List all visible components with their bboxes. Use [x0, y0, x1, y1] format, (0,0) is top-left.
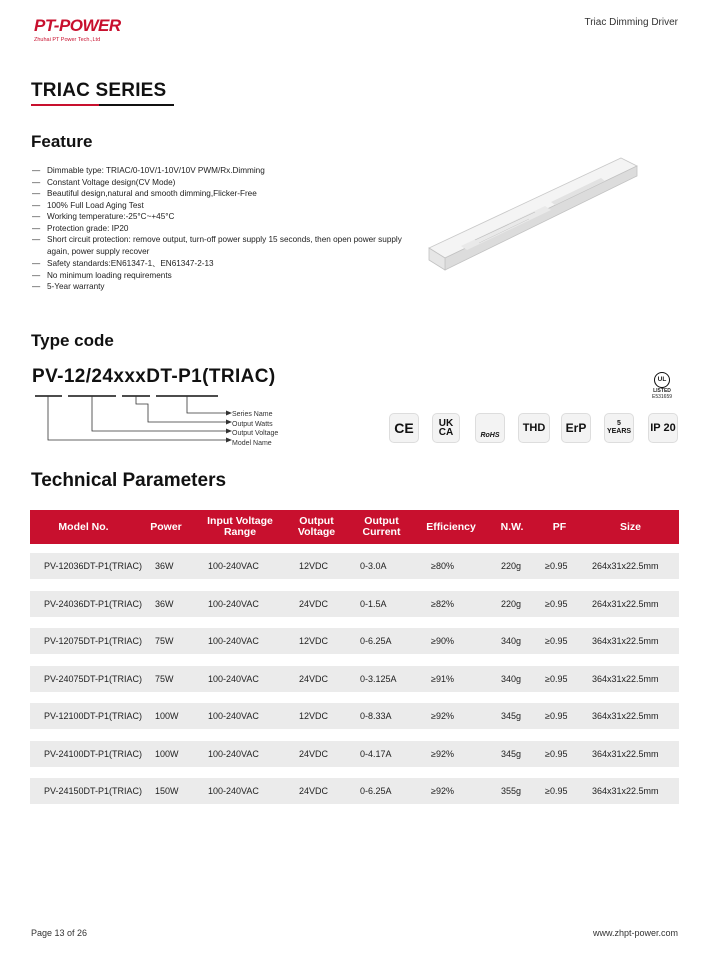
- feature-item: [32, 188, 402, 200]
- label-model-name: Model Name: [232, 439, 272, 447]
- table-cell: 264x31x22.5mm: [592, 561, 659, 571]
- table-cell: 364x31x22.5mm: [592, 636, 659, 646]
- table-cell: 12VDC: [299, 636, 329, 646]
- type-code-diagram: [30, 393, 235, 448]
- type-code-model: PV-12/24xxxDT-P1(TRIAC): [32, 366, 276, 387]
- bullet-dash: —: [32, 235, 41, 244]
- table-cell: 0-8.33A: [360, 711, 392, 721]
- table-cell: PV-12036DT-P1(TRIAC): [44, 561, 143, 571]
- table-cell: 100-240VAC: [208, 599, 259, 609]
- column-header: Model No.: [58, 520, 109, 533]
- table-cell: ≥90%: [431, 636, 454, 646]
- table-cell: 345g: [501, 711, 522, 721]
- bullet-dash: —: [32, 177, 41, 187]
- table-cell: 100-240VAC: [208, 636, 259, 646]
- table-cell: 220g: [501, 599, 522, 609]
- page-number: Page 13 of 26: [31, 928, 88, 938]
- table-cell: 100-240VAC: [208, 711, 259, 721]
- table-row: [30, 741, 679, 767]
- table-cell: 36W: [155, 561, 174, 571]
- table-cell: PV-24075DT-P1(TRIAC): [44, 674, 143, 684]
- table-cell: 0-1.5A: [360, 599, 387, 609]
- table-cell: 364x31x22.5mm: [592, 711, 659, 721]
- website-url: www.zhpt-power.com: [592, 928, 678, 938]
- feature-text: Safety standards:EN61347-1、EN61347-2-13: [47, 259, 214, 268]
- feature-text: 5-Year warranty: [47, 282, 105, 291]
- table-cell: ≥0.95: [545, 711, 568, 721]
- feature-item: [32, 211, 402, 223]
- table-row: [30, 553, 679, 579]
- label-output-watts: Output Watts: [232, 420, 273, 428]
- document-title: Triac Dimming Driver: [584, 17, 678, 28]
- feature-item: [32, 270, 402, 282]
- erp-icon: ErP: [561, 413, 591, 443]
- table-cell: 24VDC: [299, 786, 329, 796]
- feature-item: [32, 258, 402, 270]
- feature-item: [32, 234, 402, 257]
- series-title: TRIAC SERIES: [31, 80, 167, 101]
- ul-icon: UL: [654, 372, 670, 388]
- table-cell: 24VDC: [299, 599, 329, 609]
- table-cell: 355g: [501, 786, 522, 796]
- table-cell: ≥92%: [431, 711, 454, 721]
- table-row: [30, 666, 679, 692]
- ukca-icon: UK CA: [432, 413, 460, 443]
- table-cell: ≥82%: [431, 599, 454, 609]
- column-header: Efficiency: [426, 520, 476, 533]
- company-logo: [34, 16, 124, 56]
- table-cell: ≥0.95: [545, 786, 568, 796]
- table-cell: ≥0.95: [545, 674, 568, 684]
- table-cell: 340g: [501, 674, 522, 684]
- table-cell: PV-24036DT-P1(TRIAC): [44, 599, 143, 609]
- table-cell: 24VDC: [299, 674, 329, 684]
- column-header: Input Voltage Range: [207, 515, 273, 538]
- table-cell: 100-240VAC: [208, 561, 259, 571]
- table-cell: 12VDC: [299, 561, 329, 571]
- feature-item: [32, 281, 402, 293]
- ul-listed-mark: UL LISTED E531659: [644, 372, 680, 402]
- table-cell: ≥0.95: [545, 599, 568, 609]
- table-cell: PV-24150DT-P1(TRIAC): [44, 786, 143, 796]
- feature-text: Dimmable type: TRIAC/0-10V/1-10V/10V PWM/Rx.Dimming: [47, 166, 265, 175]
- table-cell: PV-12075DT-P1(TRIAC): [44, 636, 143, 646]
- table-row: [30, 591, 679, 617]
- bullet-dash: —: [32, 259, 41, 268]
- table-row: [30, 778, 679, 804]
- table-cell: 0-3.0A: [360, 561, 387, 571]
- table-cell: 345g: [501, 749, 522, 759]
- table-cell: 220g: [501, 561, 522, 571]
- rohs-icon: RoHS: [475, 413, 505, 443]
- column-header: Output Voltage: [297, 515, 336, 538]
- feature-text: No minimum loading requirements: [47, 270, 172, 280]
- ip20-icon: IP 20: [648, 413, 678, 443]
- table-cell: 100-240VAC: [208, 749, 259, 759]
- table-cell: ≥0.95: [545, 636, 568, 646]
- column-header: Output Current: [362, 515, 401, 538]
- feature-item: [32, 165, 402, 177]
- feature-text: 100% Full Load Aging Test: [47, 200, 144, 210]
- table-cell: 364x31x22.5mm: [592, 786, 659, 796]
- table-cell: 100-240VAC: [208, 786, 259, 796]
- product-image: [425, 150, 645, 280]
- feature-item: [32, 223, 402, 235]
- table-cell: 100W: [155, 749, 179, 759]
- table-cell: 75W: [155, 636, 174, 646]
- logo-company-name: Zhuhai PT Power Tech.,Ltd: [34, 37, 101, 43]
- title-underline-accent: [31, 104, 99, 106]
- table-cell: 364x31x22.5mm: [592, 674, 659, 684]
- type-code-labels: [232, 410, 278, 448]
- feature-text: Beautiful design,natural and smooth dimming,Flicker-Free: [47, 189, 257, 198]
- logo-wordmark: PT-POWER: [34, 16, 121, 35]
- table-header: [30, 510, 679, 544]
- label-series-name: Series Name: [232, 411, 273, 418]
- table-row: [30, 703, 679, 729]
- ce-icon: CE: [389, 413, 419, 443]
- table-cell: 0-6.25A: [360, 636, 392, 646]
- five-year-warranty-icon: 5 YEARS: [604, 413, 634, 443]
- table-cell: 100-240VAC: [208, 674, 259, 684]
- table-cell: 264x31x22.5mm: [592, 599, 659, 609]
- table-cell: 36W: [155, 599, 174, 609]
- table-cell: PV-12100DT-P1(TRIAC): [44, 711, 143, 721]
- feature-heading: Feature: [31, 132, 93, 151]
- column-header: PF: [552, 520, 567, 533]
- column-header: Size: [619, 520, 641, 533]
- table-cell: 0-4.17A: [360, 749, 392, 759]
- table-cell: ≥0.95: [545, 749, 568, 759]
- table-cell: 364x31x22.5mm: [592, 749, 659, 759]
- bullet-dash: —: [32, 270, 41, 280]
- feature-text: Protection grade: IP20: [47, 223, 129, 233]
- table-cell: 12VDC: [299, 711, 329, 721]
- table-cell: ≥92%: [431, 749, 454, 759]
- technical-parameters-heading: Technical Parameters: [31, 470, 227, 491]
- feature-text: Short circuit protection: remove output, turn-off power supply 15 seconds, then open power supply again, power supply recover: [47, 235, 402, 256]
- bullet-dash: —: [32, 282, 41, 291]
- bullet-dash: —: [32, 189, 41, 198]
- table-cell: 150W: [155, 786, 179, 796]
- table-cell: 100W: [155, 711, 179, 721]
- table-cell: 0-6.25A: [360, 786, 392, 796]
- bullet-dash: —: [32, 200, 41, 210]
- column-header: Power: [150, 520, 182, 533]
- thd-icon: THD: [518, 413, 550, 443]
- bullet-dash: —: [32, 223, 41, 233]
- table-cell: 24VDC: [299, 749, 329, 759]
- type-code-heading: Type code: [31, 331, 114, 350]
- feature-list: [32, 165, 402, 293]
- column-header: N.W.: [500, 520, 524, 533]
- table-cell: 0-3.125A: [360, 674, 397, 684]
- table-cell: ≥92%: [431, 786, 454, 796]
- table-cell: 75W: [155, 674, 174, 684]
- bullet-dash: —: [32, 212, 41, 221]
- bullet-dash: —: [32, 166, 41, 175]
- feature-text: Constant Voltage design(CV Mode): [47, 177, 176, 187]
- feature-item: [32, 200, 402, 212]
- feature-text: Working temperature:-25°C~+45°C: [47, 212, 175, 221]
- table-cell: ≥0.95: [545, 561, 568, 571]
- table-cell: ≥91%: [431, 674, 454, 684]
- table-cell: PV-24100DT-P1(TRIAC): [44, 749, 143, 759]
- table-cell: 340g: [501, 636, 522, 646]
- table-cell: ≥80%: [431, 561, 454, 571]
- feature-item: [32, 177, 402, 189]
- label-output-voltage: Output Voltage: [232, 430, 279, 437]
- table-row: [30, 628, 679, 654]
